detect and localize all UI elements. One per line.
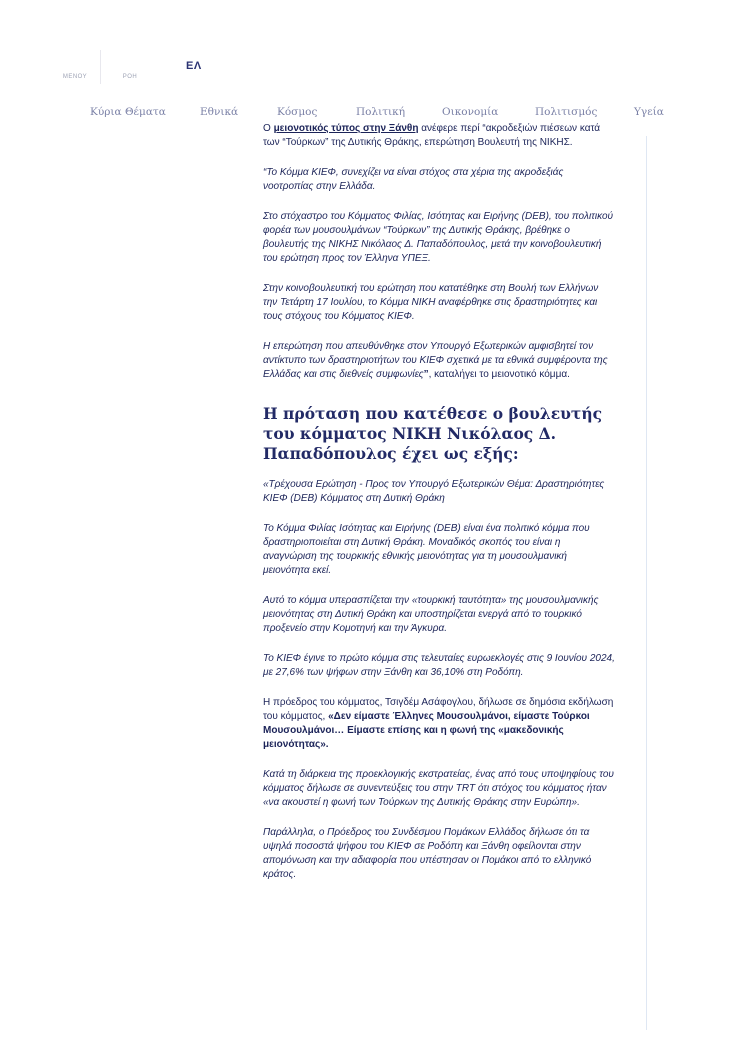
article-body: [263, 124, 615, 898]
article-subheading: Η πρόταση που κατέθεσε ο βουλευτής του κόμματος ΝΙΚΗ Νικόλαος Δ. Παπαδόπουλος έχει ως εξής:: [263, 404, 603, 463]
feed-label: ΡΟΗ: [122, 74, 138, 80]
nav-item-politics[interactable]: Πολιτική: [356, 106, 406, 118]
article-paragraph: Η πρόεδρος του κόμματος, Τσιγδέμ Ασάφογλου, δήλωσε σε δημόσια εκδήλωση του κόμματος, «Δεν είμαστε Έλληνες Μουσουλμάνοι, είμαστε Τούρκοι Μουσουλμάνοι… Είμαστε επίσης και η φωνή της «μακεδονικής μειονότητας».: [263, 697, 614, 750]
language-switch[interactable]: ΕΛ: [186, 60, 202, 72]
article-paragraph: Το ΚΙΕΦ έγινε το πρώτο κόμμα στις τελευταίες ευρωεκλογές στις 9 Ιουνίου 2024, με 27,6% των ψήφων στην Ξάνθη και 36,10% στη Ροδόπη.: [263, 653, 615, 678]
menu-button[interactable]: [50, 50, 101, 84]
minority-press-link[interactable]: μειονοτικός τύπος στην Ξάνθη: [273, 123, 419, 134]
sidebar-divider: [646, 136, 647, 1030]
nav-item-main-topics[interactable]: Κύρια Θέματα: [90, 106, 166, 118]
nav-item-world[interactable]: Κόσμος: [277, 106, 318, 118]
article-paragraph: Ο μειονοτικός τύπος στην Ξάνθη ανέφερε περί “ακροδεξιών πιέσεων κατά των “Τούρκων” της Δυτικής Θράκης, επερώτηση Βουλευτή της ΝΙΚΗΣ.: [263, 123, 601, 148]
article-paragraph: Κατά τη διάρκεια της προεκλογικής εκστρατείας, ένας από τους υποψηφίους του κόμματος δήλωσε σε συνεντεύξεις του στην TRT ότι στόχος του κόμματος ήταν «να ακουστεί η φωνή των Τούρκων της Δυτικής Θράκης στην Ευρώπη».: [263, 769, 614, 808]
nav-item-economy[interactable]: Οικονομία: [442, 106, 499, 118]
article-paragraph: Το Κόμμα Φιλίας Ισότητας και Ειρήνης (DEB) είναι ένα πολιτικό κόμμα που δραστηριοποιείται στη Δυτική Θράκη. Μοναδικός σκοπός του είναι η αναγνώριση της τουρκικής εθνικής μειονότητας για τη μουσουλμανική μειονότητα εκεί.: [263, 523, 590, 576]
site-header: [0, 0, 750, 90]
article-paragraph: Η επερώτηση που απευθύνθηκε στον Υπουργό Εξωτερικών αμφισβητεί τον αντίκτυπο των δραστηριοτήτων του ΚΙΕΦ σχετικά με τα εθνικά συμφέροντα της Ελλάδας και στις διεθνείς συμφωνίες”, καταλήγει το μειονοτικό κόμμα.: [263, 341, 608, 380]
feed-button[interactable]: [101, 50, 159, 84]
nav-item-culture[interactable]: Πολιτισμός: [535, 106, 598, 118]
nav-item-health[interactable]: Υγεία: [634, 106, 664, 118]
menu-label: ΜΕΝΟΥ: [62, 74, 88, 80]
article-paragraph: Στην κοινοβουλευτική του ερώτηση που κατατέθηκε στη Βουλή των Ελλήνων την Τετάρτη 17 Ιουλίου, το Κόμμα ΝΙΚΗ αναφέρθηκε στις δραστηριότητες και τους στόχους του Κόμματος ΚΙΕΦ.: [263, 283, 599, 322]
article-paragraph: Παράλληλα, ο Πρόεδρος του Συνδέσμου Πομάκων Ελλάδος δήλωσε ότι τα υψηλά ποσοστά ψήφου του ΚΙΕΦ σε Ροδόπη και Ξάνθη οφείλονται στην απομόνωση και την αδιαφορία που υπέστησαν οι Πομάκοι από το ελληνικό κράτος.: [263, 827, 592, 880]
article-paragraph: Στο στόχαστρο του Κόμματος Φιλίας, Ισότητας και Ειρήνης (DEB), του πολιτικού φορέα των μουσουλμάνων “Τούρκων” της Δυτικής Θράκης, βρέθηκε ο βουλευτής της ΝΙΚΗΣ Νικόλαος Δ. Παπαδόπουλος, μετά την κοινοβουλευτική του ερώτηση προς τον Έλληνα ΥΠΕΞ.: [263, 211, 614, 264]
article-paragraph: «Τρέχουσα Ερώτηση - Προς τον Υπουργό Εξωτερικών Θέμα: Δραστηριότητες ΚΙΕΦ (DEB) Κόμματος στη Δυτική Θράκη: [263, 479, 605, 504]
article-paragraph: Αυτό το κόμμα υπερασπίζεται την «τουρκική ταυτότητα» της μουσουλμανικής μειονότητας στη Δυτική Θράκη και υποστηρίζεται ενεργά από το τουρκικό προξενείο στην Κομοτηνή και την Άγκυρα.: [263, 595, 599, 634]
nav-item-national[interactable]: Εθνικά: [200, 106, 239, 118]
article-paragraph: “Το Κόμμα ΚΙΕΦ, συνεχίζει να είναι στόχος στα χέρια της ακροδεξιάς νοοτροπίας στην Ελλάδα.: [263, 167, 564, 192]
